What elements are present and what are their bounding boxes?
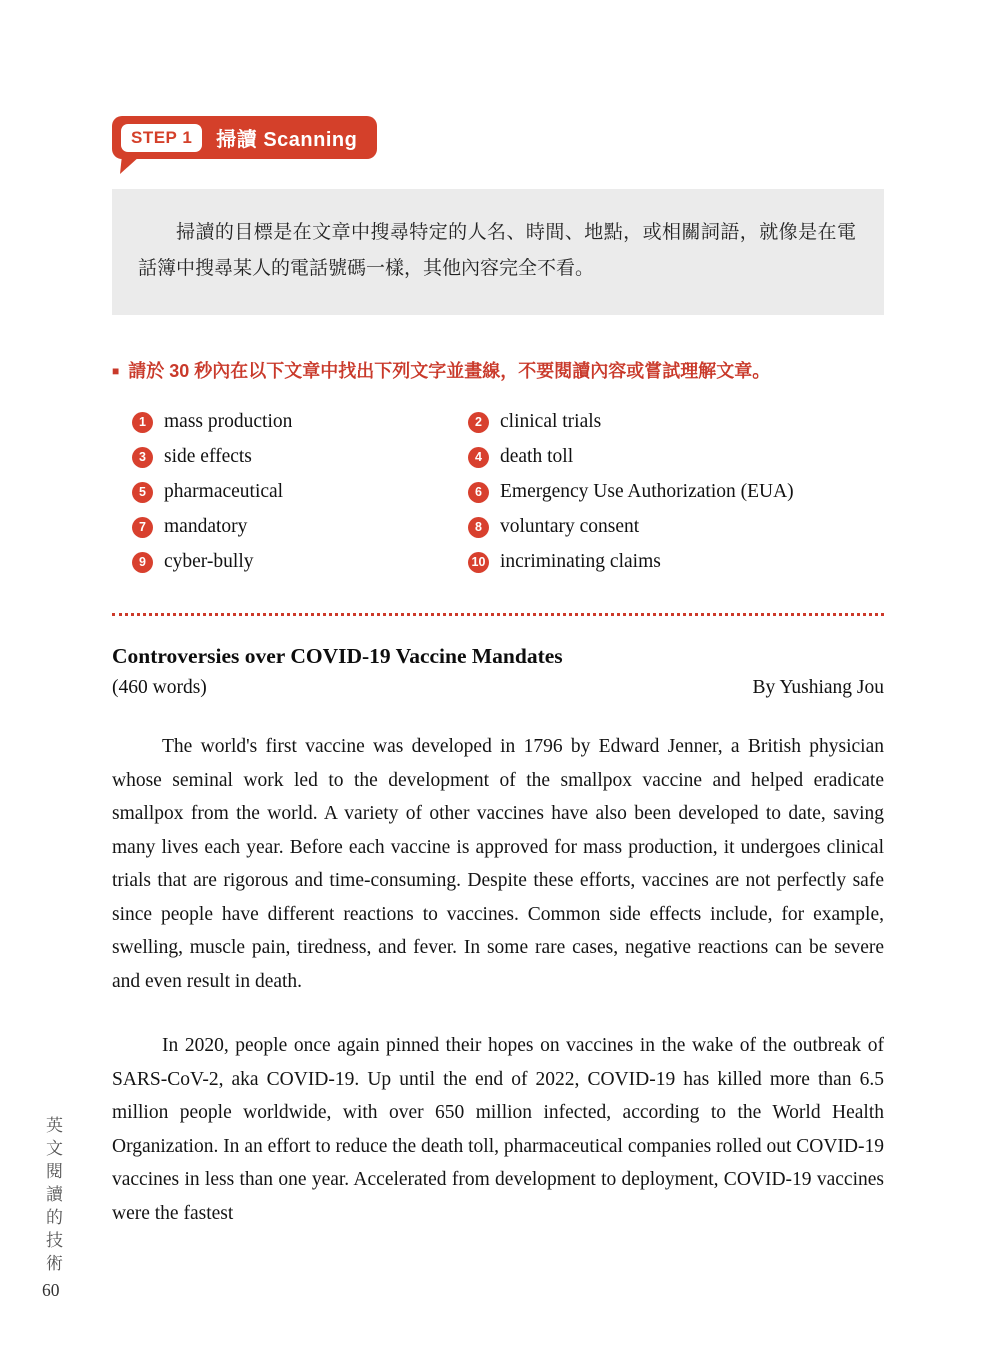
article-word-count: (460 words) <box>112 677 207 698</box>
number-badge: 5 <box>132 482 153 503</box>
scan-term-label: clinical trials <box>500 411 602 432</box>
number-badge: 10 <box>468 552 489 573</box>
article-byline: By Yushiang Jou <box>752 677 884 698</box>
scan-term-list <box>112 411 884 573</box>
scan-term-item <box>468 411 884 433</box>
step-number-label: STEP 1 <box>121 124 202 152</box>
number-badge: 7 <box>132 517 153 538</box>
scan-term-item <box>132 481 468 503</box>
instruction-text: 請於 30 秒內在以下文章中找出下列文字並畫線，不要閱讀內容或嘗試理解文章。 <box>128 361 771 381</box>
scan-term-label: incriminating claims <box>500 551 661 572</box>
article-paragraph: The world's first vaccine was developed in 1796 by Edward Jenner, a British physician whose seminal work led to the development of the smallpox vaccine and helped eradicate smallpox from the world. A variety of other vaccines have also been developed to date, saving many lives each year. Before each vaccine is approved for mass production, it undergoes clinical trials that are rigorous and time-consuming. Despite these efforts, vaccines are not perfectly safe since people have different reactions to vaccines. Common side effects include, for example, swelling, muscle pain, tiredness, and fever. In some rare cases, negative reactions can be severe and even result in death. <box>112 736 884 992</box>
article-meta <box>112 677 884 699</box>
square-bullet-icon: ■ <box>112 364 120 378</box>
scan-term-label: cyber-bully <box>164 551 254 572</box>
scan-term-label: death toll <box>500 446 574 467</box>
scan-term-item <box>468 481 884 503</box>
page-content <box>112 0 884 1230</box>
scan-term-label: side effects <box>164 446 252 467</box>
step-badge <box>112 116 377 159</box>
book-title-vertical: 英文閱讀的技術 <box>43 1116 62 1277</box>
scan-term-item <box>132 446 468 468</box>
scan-term-label: mandatory <box>164 516 248 537</box>
article-paragraph: In 2020, people once again pinned their hopes on vaccines in the wake of the outbreak of SARS-CoV-2, aka COVID-19. Up until the end of 2022, COVID-19 has killed more than 6.5 million people worldwide, with over 650 million infected, according to the World Health Organization. In an effort to reduce the death toll, pharmaceutical companies rolled out COVID-19 vaccines in less than one year. Accelerated from development to deployment, COVID-19 vaccines were the fastest <box>112 1035 884 1224</box>
number-badge: 8 <box>468 517 489 538</box>
number-badge: 6 <box>468 482 489 503</box>
scan-term-label: voluntary consent <box>500 516 640 537</box>
number-badge: 9 <box>132 552 153 573</box>
article <box>112 644 884 1230</box>
scan-term-item <box>132 551 468 573</box>
intro-text: 掃讀的目標是在文章中搜尋特定的人名、時間、地點，或相關詞語，就像是在電話簿中搜尋某人的電話號碼一樣，其他內容完全不看。 <box>138 222 856 279</box>
number-badge: 4 <box>468 447 489 468</box>
intro-box <box>112 189 884 315</box>
dotted-divider <box>112 613 884 616</box>
scan-term-item <box>468 446 884 468</box>
scan-term-label: pharmaceutical <box>164 481 284 502</box>
scan-term-item <box>132 516 468 538</box>
page-number: 60 <box>42 1280 60 1300</box>
number-badge: 1 <box>132 412 153 433</box>
step-title: 掃讀 Scanning <box>216 129 358 151</box>
scan-term-label: mass production <box>164 411 293 432</box>
number-badge: 3 <box>132 447 153 468</box>
scan-term-label: Emergency Use Authorization (EUA) <box>500 481 794 502</box>
scan-term-item <box>132 411 468 433</box>
article-title: Controversies over COVID-19 Vaccine Mandates <box>112 644 563 668</box>
instruction-line <box>112 359 884 383</box>
number-badge: 2 <box>468 412 489 433</box>
scan-term-item <box>468 551 884 573</box>
scan-term-item <box>468 516 884 538</box>
